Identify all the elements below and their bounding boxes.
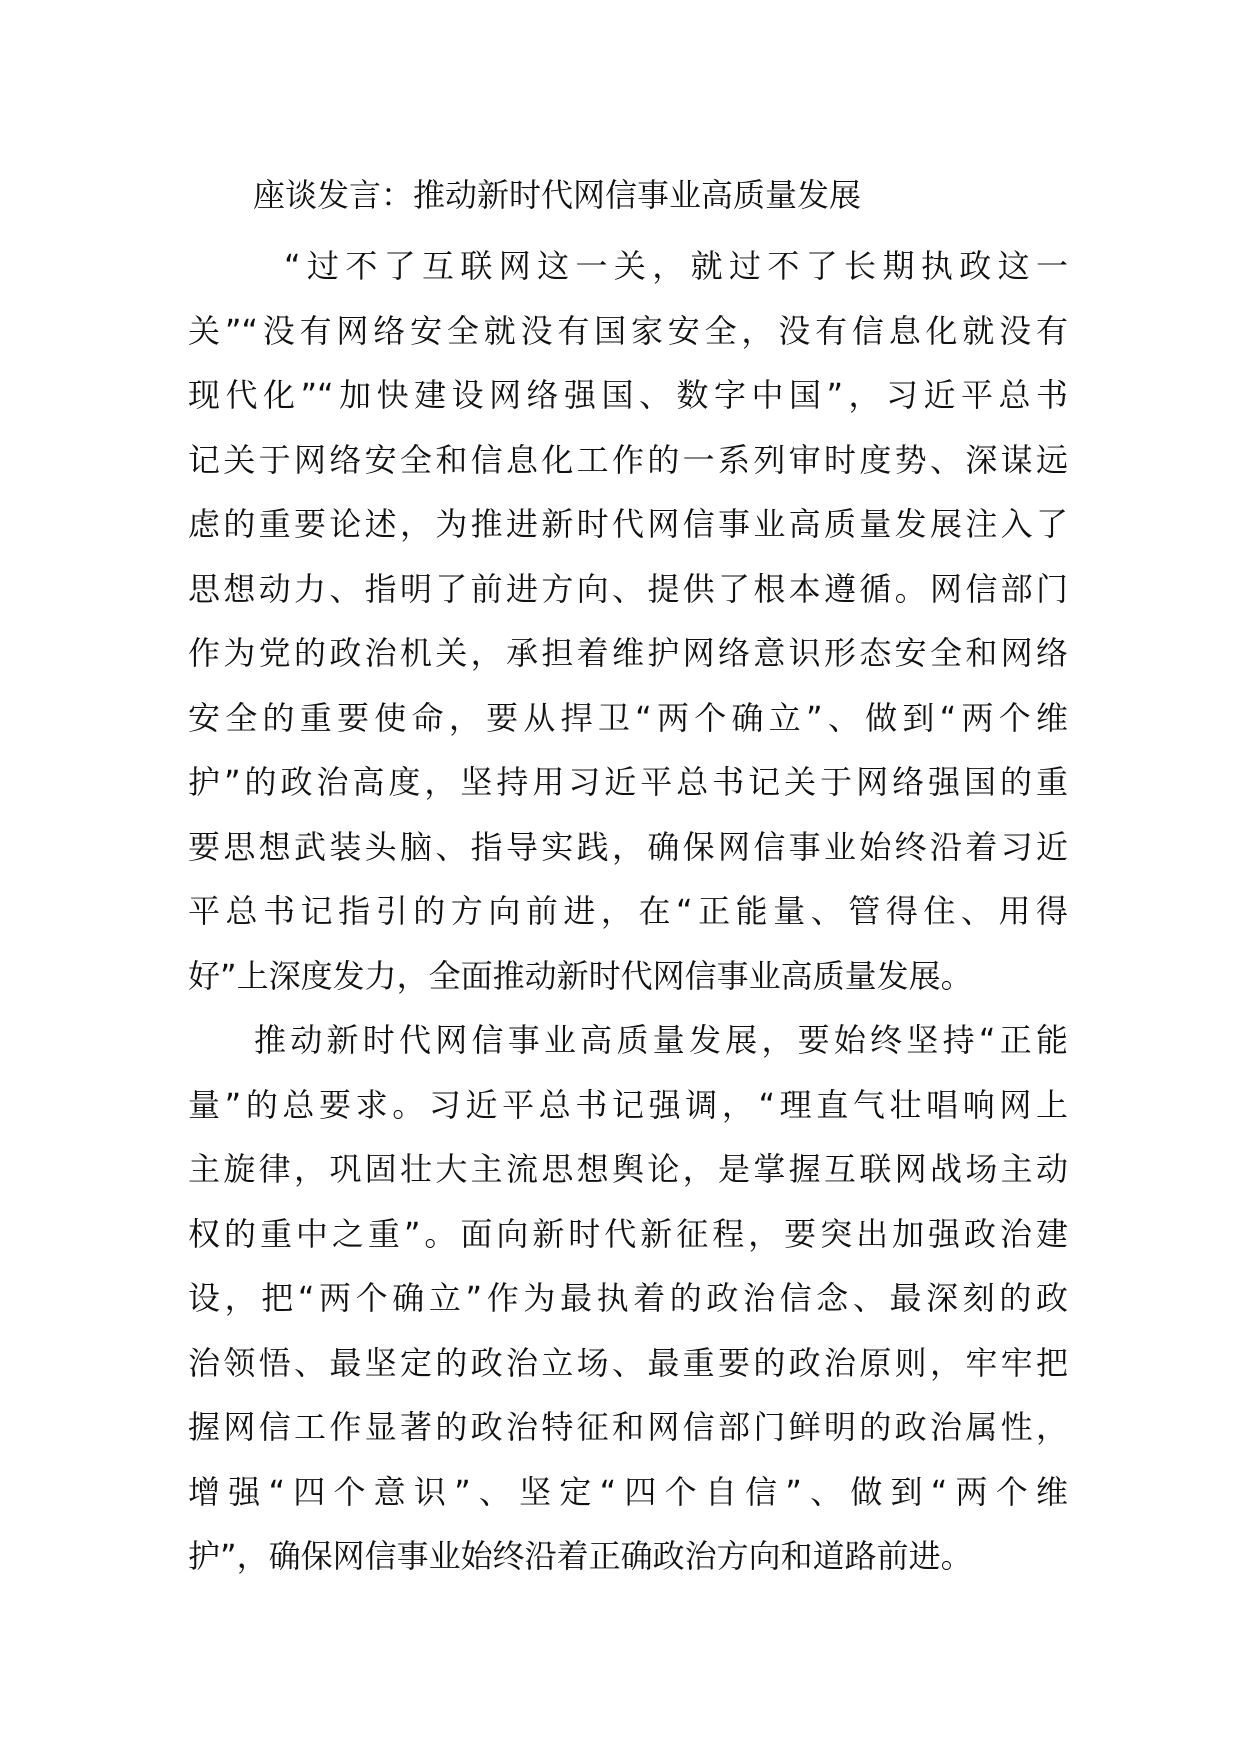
text-line: 治领悟、最坚定的政治立场、最重要的政治原则，牢牢把 xyxy=(188,1343,1068,1382)
text-line: 虑的重要论述，为推进新时代网信事业高质量发展注入了 xyxy=(188,505,1068,543)
text-line: 记关于网络安全和信息化工作的一系列审时度势、深谋远 xyxy=(188,440,1068,479)
document-title: 座谈发言：推动新时代网信事业高质量发展 xyxy=(253,176,862,214)
text-line: 要思想武装头脑、指导实践，确保网信事业始终沿着习近 xyxy=(188,827,1068,866)
text-line: 推动新时代网信事业高质量发展，要始终坚持“正能 xyxy=(254,1021,1068,1059)
text-line: 作为党的政治机关，承担着维护网络意识形态安全和网络 xyxy=(188,634,1068,672)
text-line: 安全的重要使命，要从捍卫“两个确立”、做到“两个维 xyxy=(188,698,1068,737)
text-line: 现代化”“加快建设网络强国、数字中国”，习近平总书 xyxy=(188,376,1068,414)
text-line: 设，把“两个确立”作为最执着的政治信念、最深刻的政 xyxy=(188,1279,1068,1317)
text-line: 量”的总要求。习近平总书记强调，“理直气壮唱响网上 xyxy=(188,1085,1068,1124)
text-line: 护”，确保网信事业始终沿着正确政治方向和道路前进。 xyxy=(188,1537,973,1575)
text-line: “过不了互联网这一关，就过不了长期执政这一 xyxy=(284,247,1068,285)
text-line: 握网信工作显著的政治特征和网信部门鲜明的政治属性， xyxy=(188,1408,1068,1446)
text-line: 护”的政治高度，坚持用习近平总书记关于网络强国的重 xyxy=(188,763,1068,801)
text-line: 关”“没有网络安全就没有国家安全，没有信息化就没有 xyxy=(188,311,1068,350)
text-line: 增强“四个意识”、坚定“四个自信”、做到“两个维 xyxy=(188,1472,1068,1511)
text-line: 权的重中之重”。面向新时代新征程，要突出加强政治建 xyxy=(188,1214,1068,1253)
document-body xyxy=(188,234,1068,1589)
text-line: 思想动力、指明了前进方向、提供了根本遵循。网信部门 xyxy=(188,569,1068,608)
text-line: 好”上深度发力，全面推动新时代网信事业高质量发展。 xyxy=(188,956,973,995)
text-line: 平总书记指引的方向前进，在“正能量、管得住、用得 xyxy=(188,892,1068,930)
text-line: 主旋律，巩固壮大主流思想舆论，是掌握互联网战场主动 xyxy=(188,1150,1068,1188)
